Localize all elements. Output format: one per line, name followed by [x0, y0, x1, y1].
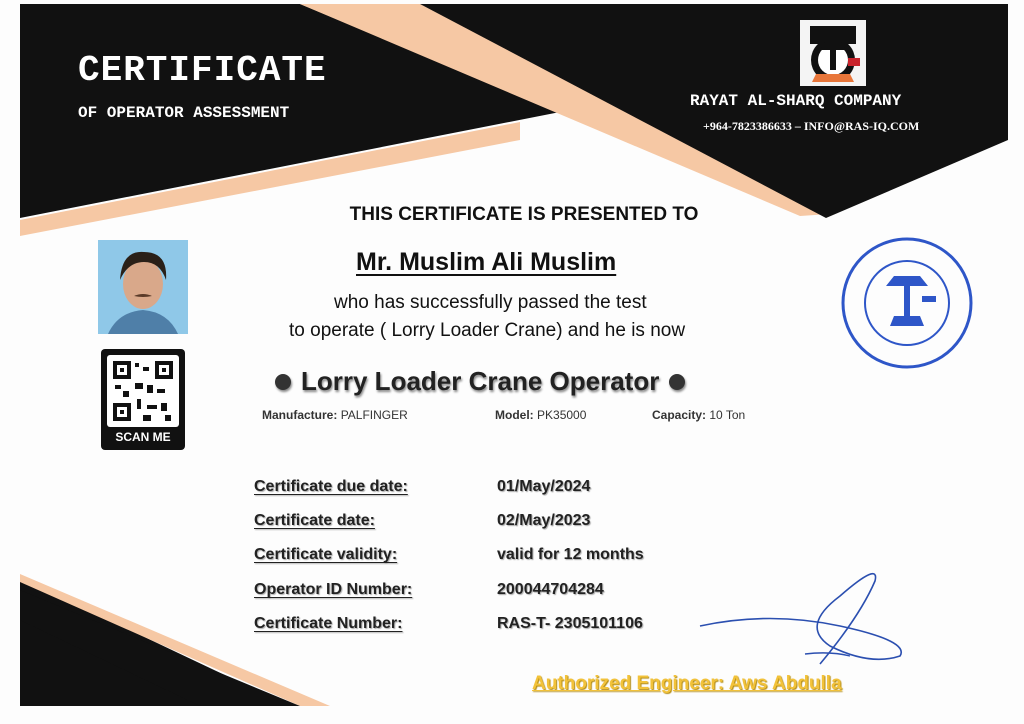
model-label: Model: — [495, 408, 534, 422]
capacity-label: Capacity: — [652, 408, 707, 422]
manufacture-label: Manufacture: — [262, 408, 338, 422]
scan-me-label: SCAN ME — [115, 430, 171, 444]
manufacture-spec — [262, 408, 408, 422]
capacity-value: 10 Ton — [709, 408, 746, 422]
operator-id-value: 200044704284 — [497, 581, 604, 598]
presented-to-heading: THIS CERTIFICATE IS PRESENTED TO — [349, 204, 699, 225]
model-spec — [495, 408, 586, 422]
authorized-engineer: Authorized Engineer: Aws Abdulla — [532, 673, 842, 694]
capacity-spec — [652, 408, 745, 422]
certificate-number-value: RAS-T- 2305101106 — [497, 615, 643, 632]
operator-id-label: Operator ID Number: — [254, 581, 413, 598]
certificate-date-label: Certificate date: — [254, 512, 375, 529]
company-name: RAYAT AL-SHARQ COMPANY — [690, 92, 902, 110]
company-contact: +964-7823386633 – INFO@RAS-IQ.COM — [703, 119, 920, 133]
certificate-subtitle: OF OPERATOR ASSESSMENT — [78, 104, 290, 122]
certificate-title: CERTIFICATE — [78, 50, 327, 91]
bullet-icon — [669, 374, 685, 390]
manufacture-value: PALFINGER — [340, 408, 408, 422]
role-text: Lorry Loader Crane Operator — [301, 366, 660, 396]
certificate-date-value: 02/May/2023 — [497, 512, 591, 529]
company-logo — [800, 20, 866, 86]
statement-line-2: to operate ( Lorry Loader Crane) and he is now — [289, 320, 686, 341]
company-stamp — [840, 236, 974, 370]
validity-label: Certificate validity: — [254, 546, 398, 563]
validity-value: valid for 12 months — [497, 546, 644, 563]
model-value: PK35000 — [537, 408, 587, 422]
due-date-label: Certificate due date: — [254, 478, 408, 495]
qr-code[interactable] — [101, 349, 185, 450]
statement-line-1: who has successfully passed the test — [334, 292, 647, 313]
qr-pattern — [107, 355, 179, 427]
recipient-name: Mr. Muslim Ali Muslim — [356, 248, 617, 276]
engineer-signature — [690, 556, 920, 676]
operator-photo — [98, 240, 188, 334]
role-title — [275, 366, 685, 397]
bullet-icon — [275, 374, 291, 390]
due-date-value: 01/May/2024 — [497, 478, 591, 495]
certificate-number-label: Certificate Number: — [254, 615, 403, 632]
